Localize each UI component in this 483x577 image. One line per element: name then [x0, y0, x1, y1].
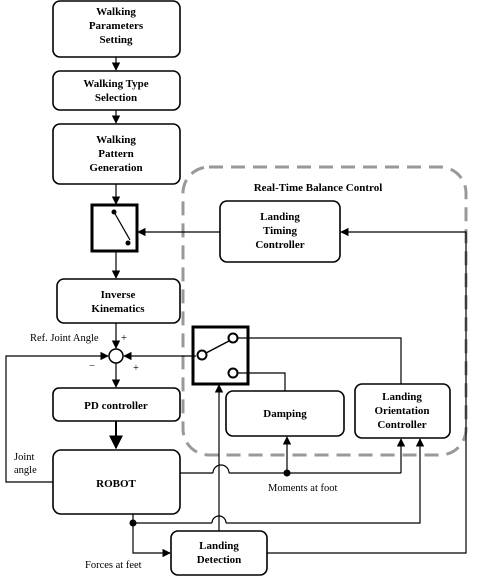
walking-type-block[interactable]	[53, 71, 180, 110]
orientation-to-switch2	[237, 338, 401, 384]
landing-detection-block[interactable]	[171, 531, 267, 575]
walking-parameters-label-1: Walking	[96, 6, 136, 18]
summing-junction-icon	[109, 349, 123, 363]
inverse-kinematics-block[interactable]	[57, 279, 180, 323]
landing-orientation-label-3: Controller	[377, 419, 427, 431]
walking-type-label-2: Selection	[94, 92, 138, 104]
walking-type-label-1: Walking Type	[83, 78, 149, 90]
walking-parameters-label-3: Setting	[99, 34, 133, 46]
landing-timing-label-3: Controller	[255, 239, 305, 251]
landing-detection-label-2: Detection	[196, 554, 242, 566]
forces-at-feet-label: Forces at feet	[85, 560, 142, 571]
landing-orientation-label-2: Orientation	[374, 405, 430, 417]
damping-label: Damping	[263, 408, 307, 420]
switch-1-icon[interactable]	[92, 205, 137, 251]
walking-pattern-label-3: Generation	[89, 162, 143, 174]
minus-left-label: −	[89, 361, 95, 372]
walking-parameters-label-2: Parameters	[88, 20, 144, 32]
moments-hop-1	[213, 465, 229, 473]
landing-orientation-label-1: Landing	[382, 391, 422, 403]
pd-controller-block[interactable]	[53, 388, 180, 421]
joint-label: Joint	[14, 452, 35, 463]
landing-timing-label-1: Landing	[260, 211, 300, 223]
landing-detection-label-1: Landing	[199, 540, 239, 552]
landing-timing-label-2: Timing	[262, 225, 298, 237]
plus-bottom-label: +	[133, 363, 139, 374]
landing-timing-block[interactable]	[220, 201, 340, 262]
moments-at-foot-label: Moments at foot	[268, 483, 338, 494]
switch-2-icon[interactable]	[193, 327, 248, 384]
pd-controller-label: PD controller	[84, 400, 148, 412]
walking-pattern-label-1: Walking	[96, 134, 136, 146]
robot-label: ROBOT	[96, 478, 136, 490]
arrow-forces-to-orientation	[226, 439, 420, 523]
plus-top-label: +	[121, 333, 127, 344]
robot-block[interactable]	[53, 450, 180, 514]
walking-pattern-label-2: Pattern	[98, 148, 134, 160]
ref-joint-angle-label: Ref. Joint Angle	[30, 333, 99, 344]
landing-orientation-block[interactable]	[355, 384, 450, 438]
damping-block[interactable]	[226, 391, 344, 436]
walking-parameters-block[interactable]	[53, 1, 180, 57]
walking-pattern-block[interactable]	[53, 124, 180, 184]
arrow-forces-to-detection	[133, 523, 170, 553]
inverse-kinematics-label-1: Inverse	[100, 289, 136, 301]
angle-label: angle	[14, 465, 37, 476]
inverse-kinematics-label-2: Kinematics	[91, 303, 145, 315]
region-title: Real-Time Balance Control	[253, 182, 383, 194]
